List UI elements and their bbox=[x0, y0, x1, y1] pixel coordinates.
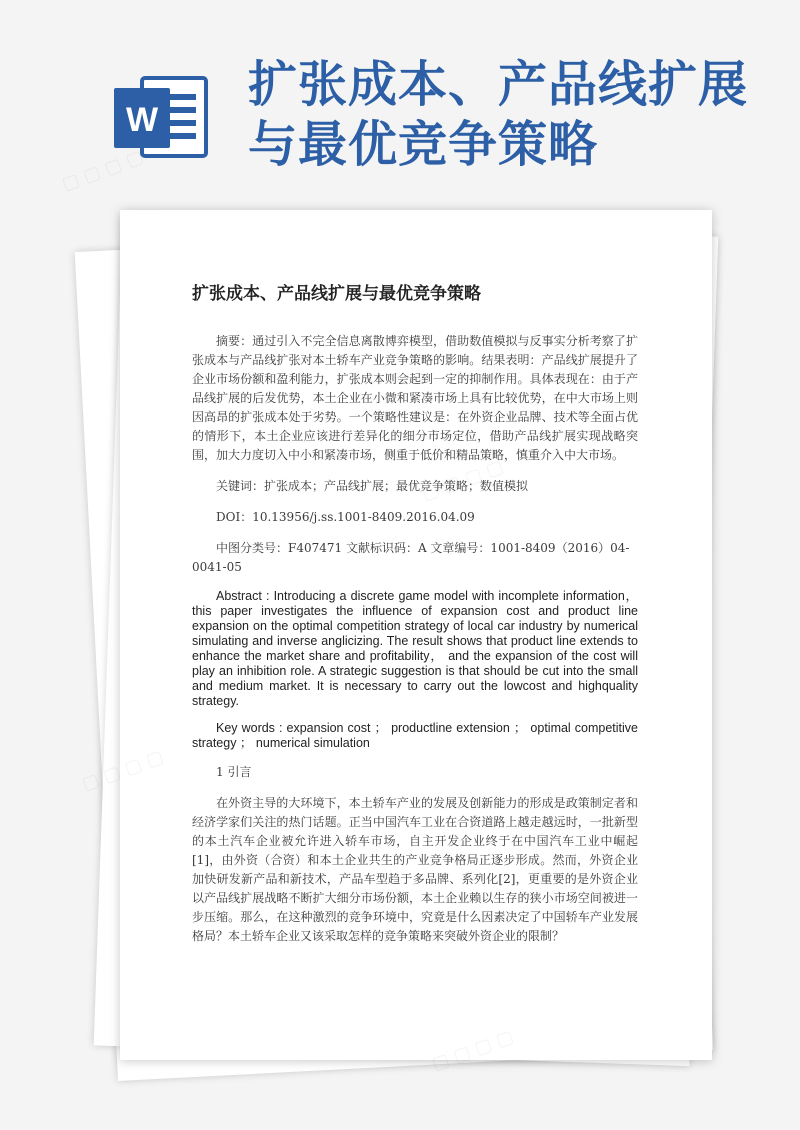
banner-title: 扩张成本、产品线扩展与最优竞争策略 bbox=[248, 56, 749, 173]
english-keywords: Key words : expansion cost ； productline extension ； optimal competitive strategy ； numerical simulation bbox=[192, 721, 638, 750]
chinese-keywords: 关键词：扩张成本；产品线扩展；最优竞争策略；数值模拟 bbox=[216, 479, 529, 493]
introduction-paragraph: 在外资主导的大环境下，本土轿车产业的发展及创新能力的形成是政策制定者和经济学家们关注的热门话题。正当中国汽车工业在合资道路上越走越远时，一批新型的本土汽车企业被允许进入轿车市场，自主开发企业终于在中国汽车工业中崛起[1]，由外资（合资）和本土企业共生的产业竞争格局正逐步形成。然而，外资企业加快研发新产品和新技术，产品车型趋于多品牌、系列化[2]，更重要的是外资企业以产品线扩展战略不断扩大细分市场份额，本土企业赖以生存的狭小市场空间被进一步压缩。那么，在这种激烈的竞争环境中，究竟是什么因素决定了中国轿车产业发展格局？本土轿车企业又该采取怎样的竞争策略来突破外资企业的限制？ bbox=[192, 796, 638, 943]
document-body bbox=[192, 280, 638, 946]
word-icon-letter: W bbox=[125, 101, 159, 139]
english-abstract: Abstract : Introducing a discrete game model with incomplete information， this paper investigates the influence of expansion cost and product line expansion on the optimal competition strategy of local car industry by numerical simulating and inverse anglicizing. The result shows that product line extends to enhance the market share and profitability， and the expansion of the cost will play an inhibition role. A strategic suggestion is that should be cut into the small and medium market. It is necessary to carry out the lowcost and highquality strategy. bbox=[192, 589, 638, 708]
chinese-abstract: 摘要：通过引入不完全信息离散博弈模型，借助数值模拟与反事实分析考察了扩张成本与产品线扩张对本土轿车产业竞争策略的影响。结果表明：产品线扩展提升了企业市场份额和盈利能力，扩张成本则会起到一定的抑制作用。具体表现在：由于产品线扩展的后发优势，本土企业在小微和紧凑市场上具有比较优势，在中大市场上则因高昂的扩张成本处于劣势。一个策略性建议是：在外资企业品牌、技术等全面占优的情形下，本土企业应该进行差异化的细分市场定位，借助产品线扩展实现战略突围，加大力度切入中小和紧凑市场，侧重于低价和精品策略，慎重介入中大市场。 bbox=[192, 334, 638, 462]
section-heading: 1 引言 bbox=[216, 765, 252, 779]
classification-info: 中图分类号：F407471 文献标识码：A 文章编号：1001-8409（2016）04-0041-05 bbox=[192, 541, 630, 574]
word-document-icon bbox=[108, 62, 218, 172]
document-title: 扩张成本、产品线扩展与最优竞争策略 bbox=[192, 284, 481, 304]
watermark: ▢ bbox=[78, 769, 103, 795]
watermark: ▢ ▢ ▢ ▢ bbox=[58, 146, 147, 195]
doi: DOI：10.13956/j.ss.1001-8409.2016.04.09 bbox=[216, 510, 475, 524]
